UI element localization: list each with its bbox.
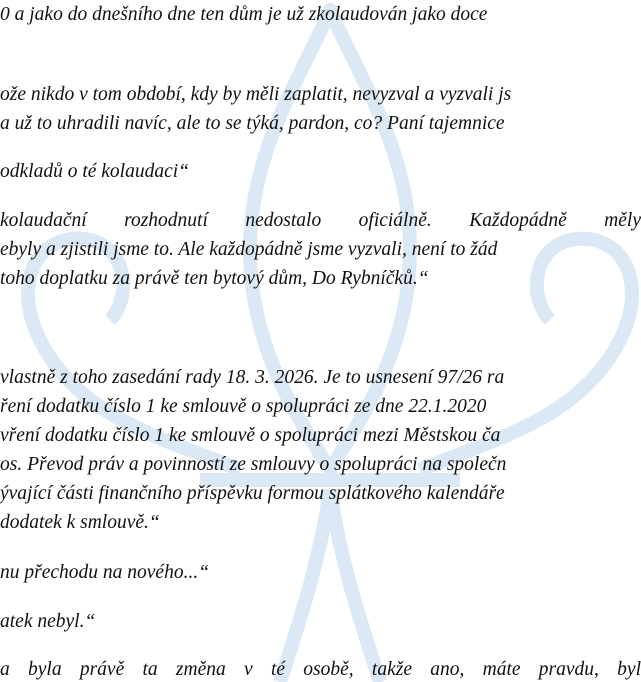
text-line: odkladů o té kolaudaci“	[0, 161, 190, 182]
text-line: a byla právě ta změna v té osobě, takže ano, máte pravdu, byl	[0, 659, 641, 680]
text-line: toho doplatku za právě ten bytový dům, Do Rybníčků.“	[0, 268, 429, 289]
text-line: vření dodatku číslo 1 ke smlouvě o spolupráci mezi Městskou ča	[0, 425, 501, 446]
text-line: 0 a jako do dnešního dne ten dům je už zkolaudován jako doce	[0, 4, 488, 25]
text-line: ření dodatku číslo 1 ke smlouvě o spolupráci ze dne 22.1.2020	[0, 396, 487, 417]
text-line: nu přechodu na nového...“	[0, 562, 210, 583]
text-line: ývající části finančního příspěvku formou splátkového kalendáře	[0, 483, 505, 504]
text-line: ože nikdo v tom období, kdy by měli zaplatit, nevyzval a vyzvali js	[0, 84, 512, 105]
text-line: ebyly a zjistili jsme to. Ale každopádně jsme vyzvali, není to žád	[0, 239, 498, 260]
text-line: dodatek k smlouvě.“	[0, 512, 160, 533]
text-line: kolaudační rozhodnutí nedostalo oficiálně. Každopádně měly	[0, 210, 641, 231]
text-line: vlastně z toho zasedání rady 18. 3. 2026. Je to usnesení 97/26 ra	[0, 367, 505, 388]
text-line: atek nebyl.“	[0, 611, 96, 632]
text-line: os. Převod práv a povinností ze smlouvy o spolupráci na společn	[0, 454, 507, 475]
text-line: a už to uhradili navíc, ale to se týká, pardon, co? Paní tajemnice	[0, 113, 505, 134]
